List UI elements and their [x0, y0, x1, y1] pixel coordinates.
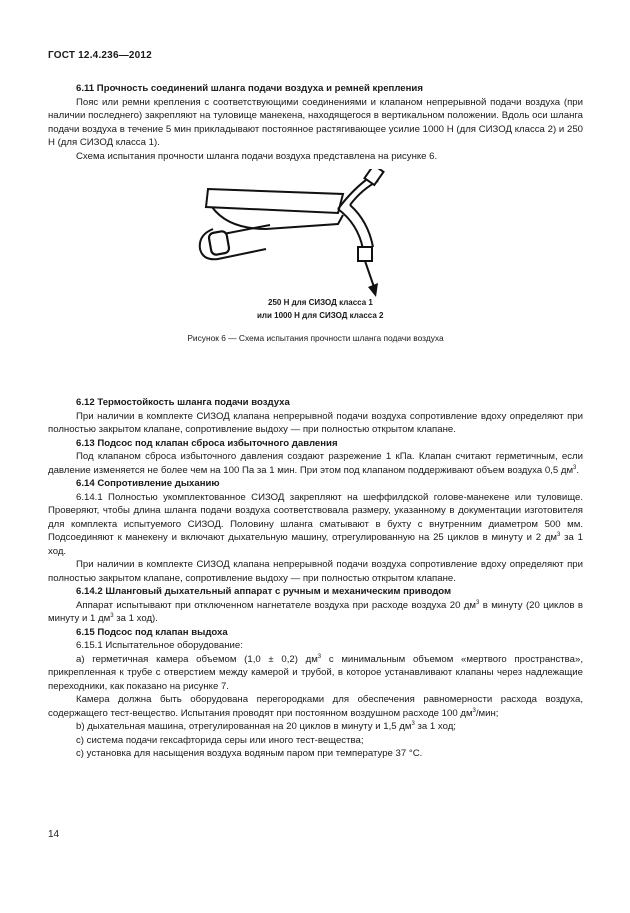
list-item: а) герметичная камера объемом (1,0 ± 0,2) $дм^3$ с минимальным объемом «мертвого пространства», прикрепленная к трубе с отверстием между камерой и трубой, в которое устанавливают клапаны через надлежащие переходники, как показано на рисунке 7. — [48, 653, 583, 692]
list-item: b) дыхательная машина, отрегулированная на 20 циклов в минуту и 1,5 $дм^3$ за 1 ход; — [76, 720, 456, 732]
document-body — [48, 82, 583, 761]
paragraph: 6.14.1 Полностью укомплектованное СИЗОД закрепляют на шеффилдской голове-манекене или туловище. Проверяют, чтобы длина шланга подачи воздуха соответствовала размеру, указанному в документации изготовителя для комплекта испытуемого СИЗОД. Половину шланга сматывают в бухту с внутренним диаметром 500 мм. Подсоединяют к манекену и включают дыхательную машину, отрегулированную на 25 циклов в минуту и 2 $дм^3$ за 1 ход. — [48, 491, 583, 557]
list-item: c) система подачи гексафторида серы или иного тест-вещества; — [76, 734, 364, 746]
paragraph: При наличии в комплекте СИЗОД клапана непрерывной подачи воздуха сопротивление вдоху определяют при полностью закрытом клапане, сопротивление выдоху — при полностью открытом клапане. — [48, 559, 583, 584]
page-number: 14 — [48, 829, 60, 840]
section-heading-6-14-2: 6.14.2 Шланговый дыхательный аппарат с ручным и механическим приводом — [76, 586, 452, 597]
section-heading-6-15: 6.15 Подсос под клапан выдоха — [76, 626, 228, 638]
force-label-class1: 250 Н для СИЗОД класса 1 — [268, 298, 373, 307]
figure-caption: Рисунок 6 — Схема испытания прочности шланга подачи воздуха — [187, 333, 444, 343]
section-heading-6-14: 6.14 Сопротивление дыханию — [76, 478, 220, 489]
paragraph: Камера должна быть оборудована перегородками для обеспечения равномерности расхода воздуха, содержащего тест-вещество. Испытания проводят при постоянном воздушном расходе 100 $дм^3$/мин; — [48, 694, 583, 719]
section-heading-6-11: 6.11 Прочность соединений шланга подачи воздуха и ремней крепления — [76, 83, 423, 94]
paragraph: Схема испытания прочности шланга подачи воздуха представлена на рисунке 6. — [76, 150, 438, 162]
section-heading-6-13: 6.13 Подсос под клапан сброса избыточного давления — [76, 437, 338, 449]
figure-6 — [48, 169, 583, 354]
paragraph: При наличии в комплекте СИЗОД клапана непрерывной подачи воздуха сопротивление вдоху определяют при полностью закрытом клапане, сопротивление выдоху — при полностью открытом клапане. — [48, 410, 583, 435]
paragraph: Пояс или ремни крепления с соответствующими соединениями и клапаном непрерывной подачи воздуха (при наличии последнего) закрепляют на туловище манекена, находящегося в вертикальном положении. Вдоль оси шланга подачи воздуха в течение 5 мин прикладывают постоянное растягивающее усилие 1000 Н (для СИЗОД класса 2) и 250 Н (для СИЗОД класса 1). — [48, 96, 583, 148]
document-header: ГОСТ 12.4.236—2012 — [48, 50, 152, 61]
paragraph: 6.15.1 Испытательное оборудование: — [76, 640, 243, 651]
force-label-class2: или 1000 Н для СИЗОД класса 2 — [257, 311, 384, 320]
paragraph: Аппарат испытывают при отключенном нагнетателе воздуха при расходе воздуха 20 $дм^3$ в минуту (20 циклов в минуту и 1 $дм^3$ за 1 ход). — [48, 599, 583, 624]
list-item: с) установка для насыщения воздуха водяным паром при температуре 37 °С. — [76, 748, 423, 759]
section-heading-6-12: 6.12 Термостойкость шланга подачи воздуха — [76, 397, 290, 408]
paragraph: Под клапаном сброса избыточного давления создают разрежение 1 кПа. Клапан считают герметичным, если давление изменяется не более чем на 100 Па за 1 мин. При этом под клапаном поддерживают объем воздуха 0,5 $дм^3$. — [48, 451, 583, 476]
